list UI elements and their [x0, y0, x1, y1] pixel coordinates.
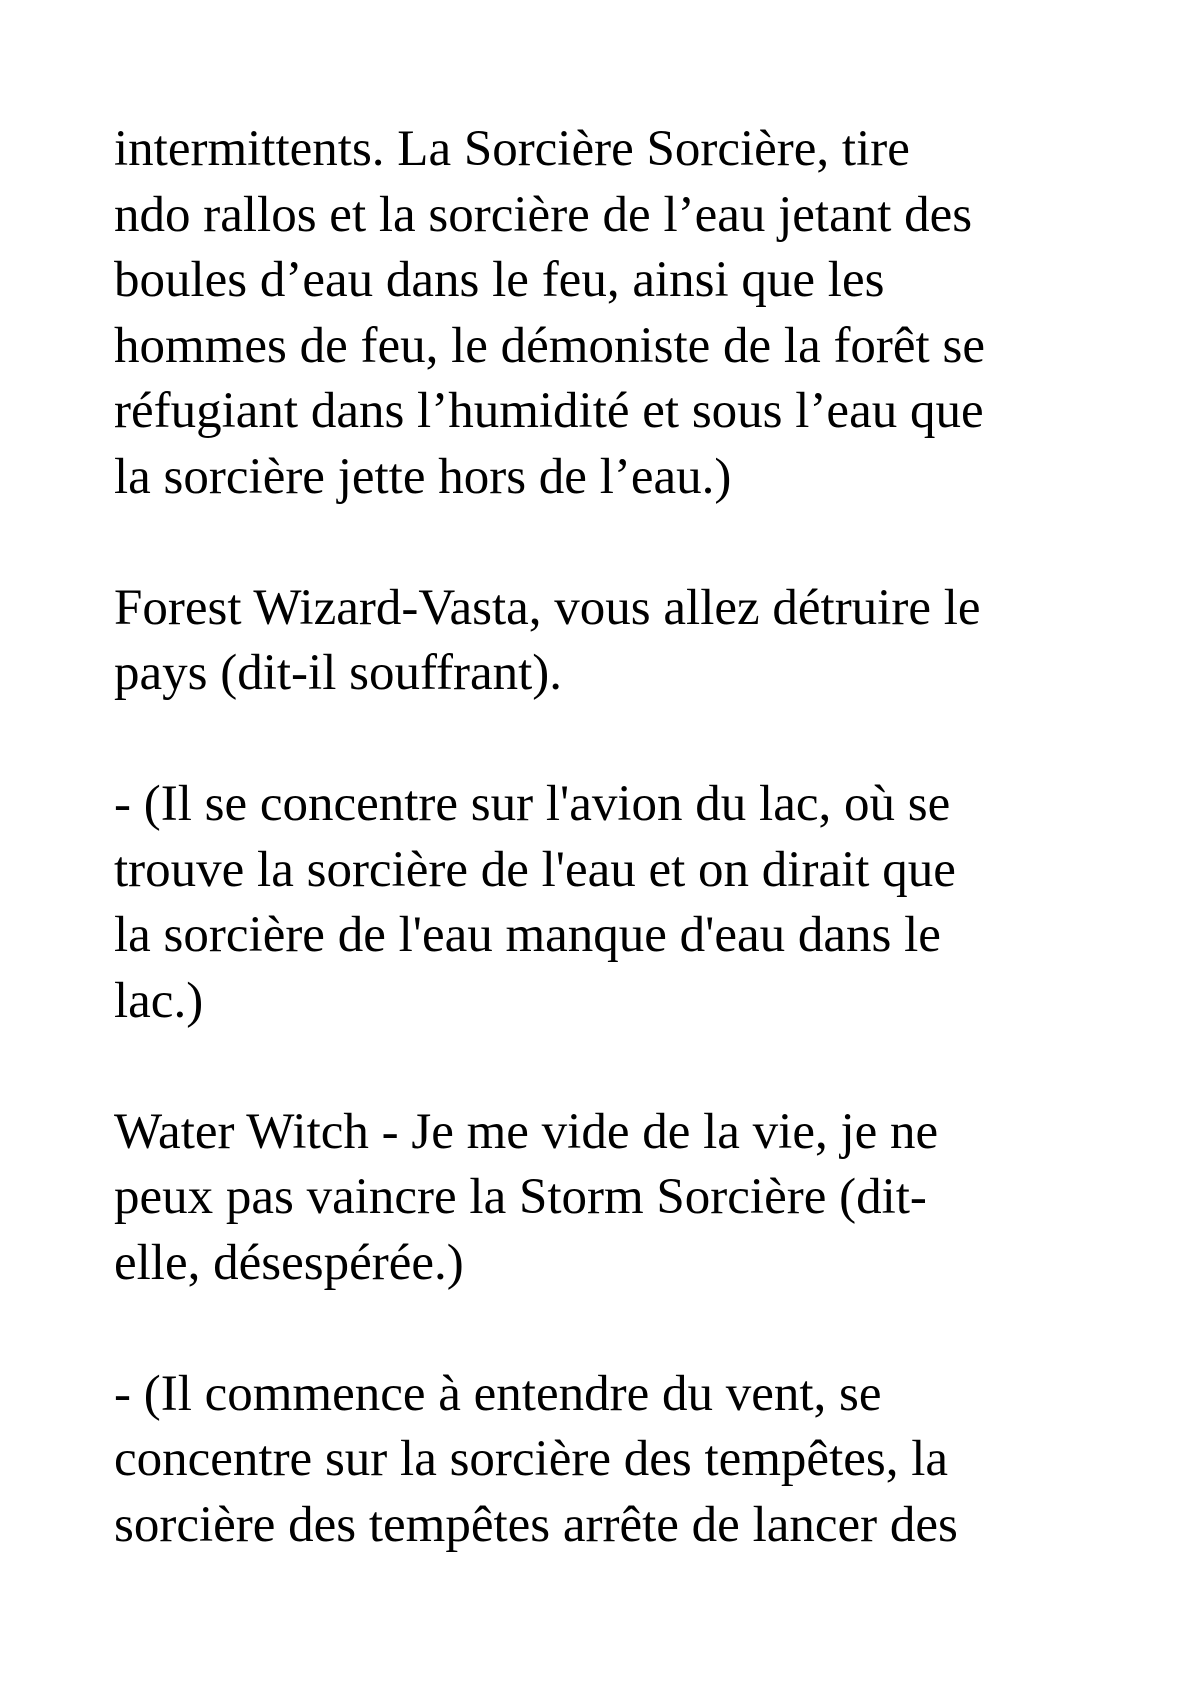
paragraph-spacer — [114, 1296, 1104, 1362]
paragraph-spacer — [114, 1034, 1104, 1100]
paragraph-5 — [114, 1362, 1104, 1559]
text-line: intermittents. La Sorcière Sorcière, tire — [114, 121, 910, 177]
text-line: sorcière des tempêtes arrête de lancer des — [114, 1496, 958, 1553]
text-line: réfugiant dans l’humidité et sous l’eau que — [114, 383, 984, 439]
document-body — [114, 117, 1104, 1558]
text-line: elle, désespérée.) — [114, 1234, 464, 1291]
paragraph-3 — [114, 772, 1104, 1034]
text-line: la sorcière jette hors de l’eau.) — [114, 448, 732, 505]
text-line: Forest Wizard-Vasta, vous allez détruire le — [114, 579, 981, 636]
paragraph-2 — [114, 576, 1104, 707]
text-line: pays (dit-il souffrant). — [114, 645, 563, 701]
paragraph-spacer — [114, 707, 1104, 773]
text-line: Water Witch - Je me vide de la vie, je ne — [114, 1103, 939, 1160]
text-line: boules d’eau dans le feu, ainsi que les — [114, 252, 885, 308]
text-line: lac.) — [114, 972, 204, 1029]
text-line: - (Il commence à entendre du vent, se — [114, 1365, 882, 1422]
text-line: hommes de feu, le démoniste de la forêt se — [114, 317, 985, 374]
paragraph-1 — [114, 117, 1104, 510]
text-line: - (Il se concentre sur l'avion du lac, où se — [114, 776, 951, 832]
text-line: ndo rallos et la sorcière de l’eau jetant des — [114, 186, 973, 243]
text-line: concentre sur la sorcière des tempêtes, la — [114, 1431, 949, 1487]
paragraph-4 — [114, 1100, 1104, 1297]
text-line: trouve la sorcière de l'eau et on dirait que — [114, 841, 956, 898]
paragraph-spacer — [114, 510, 1104, 576]
text-line: peux pas vaincre la Storm Sorcière (dit- — [114, 1169, 927, 1225]
text-line: la sorcière de l'eau manque d'eau dans le — [114, 907, 941, 963]
